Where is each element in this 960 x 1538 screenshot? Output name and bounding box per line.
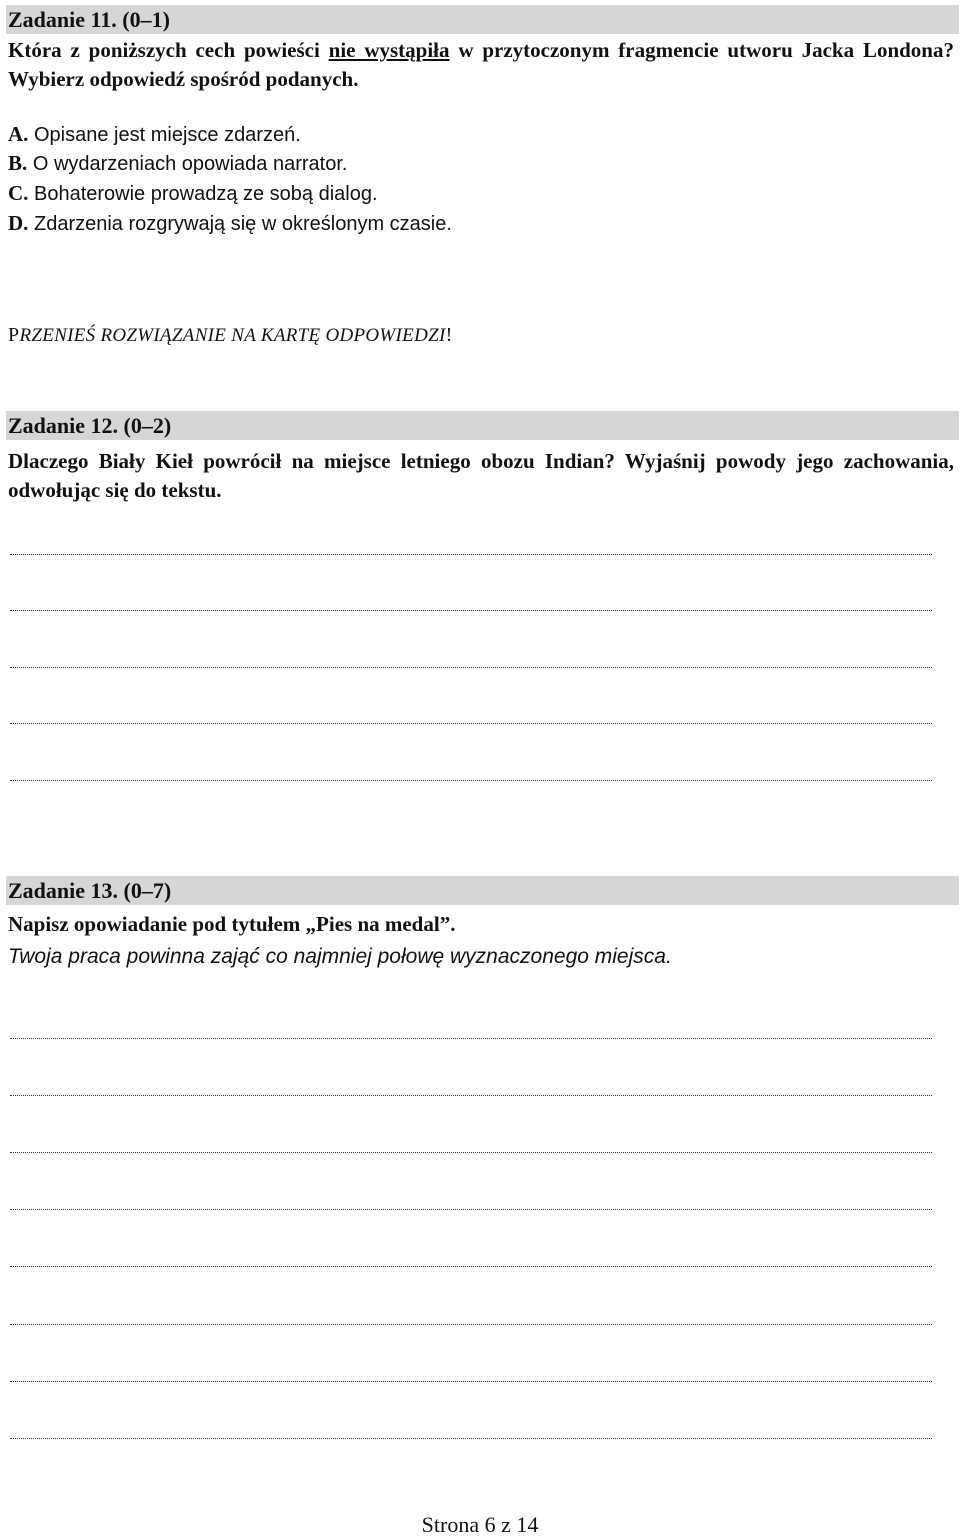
transfer-end: ! xyxy=(445,324,453,346)
option-d xyxy=(8,209,452,239)
answer-line[interactable] xyxy=(10,723,932,724)
task-11-title: Zadanie 11. (0–1) xyxy=(8,7,170,32)
option-c xyxy=(8,179,378,209)
answer-line[interactable] xyxy=(10,780,932,781)
option-text: Opisane jest miejsce zdarzeń. xyxy=(33,124,301,146)
transfer-instruction xyxy=(8,324,453,347)
task-13-hint: Twoja praca powinna zająć co najmniej połowę wyznaczonego miejsca. xyxy=(8,945,672,968)
option-letter: A. xyxy=(8,122,29,146)
answer-line[interactable] xyxy=(10,1266,932,1267)
answer-line[interactable] xyxy=(10,1038,932,1039)
task-12-title: Zadanie 12. (0–2) xyxy=(8,413,172,438)
task-12-question: Dlaczego Biały Kieł powrócił na miejsce letniego obozu Indian? Wyjaśnij powody jego zachowania, odwołując się do tekstu. xyxy=(8,449,954,502)
answer-line[interactable] xyxy=(10,1095,932,1096)
option-text: Bohaterowie prowadzą ze sobą dialog. xyxy=(33,183,378,205)
task-12-header xyxy=(6,411,959,440)
task-13-header xyxy=(6,876,959,905)
answer-line[interactable] xyxy=(10,1152,932,1153)
task-11-question xyxy=(8,36,954,94)
answer-line[interactable] xyxy=(10,1381,932,1382)
answer-line[interactable] xyxy=(10,1438,932,1439)
answer-line[interactable] xyxy=(10,667,932,668)
option-letter: C. xyxy=(8,181,29,205)
option-a xyxy=(8,120,301,150)
transfer-initial: P xyxy=(8,324,20,346)
answer-line[interactable] xyxy=(10,1324,932,1325)
task-13-title: Zadanie 13. (0–7) xyxy=(8,878,172,903)
transfer-text: RZENIEŚ ROZWIĄZANIE NA KARTĘ ODPOWIEDZI xyxy=(19,325,446,346)
option-letter: B. xyxy=(8,151,28,175)
answer-line[interactable] xyxy=(10,610,932,611)
option-text: Zdarzenia rozgrywają się w określonym czasie. xyxy=(33,213,452,235)
option-b xyxy=(8,149,347,179)
task-13-question: Napisz opowiadanie pod tytułem „Pies na medal”. xyxy=(8,912,456,936)
option-letter: D. xyxy=(8,211,29,235)
page-number: Strona 6 z 14 xyxy=(421,1512,539,1537)
question-text-end: w przytoczonym fragmencie utworu Jacka Londona? Wybierz odpowiedź spośród podanych. xyxy=(8,38,954,91)
answer-line[interactable] xyxy=(10,554,932,555)
question-emphasis: nie wystąpiła xyxy=(328,38,450,62)
task-11-header xyxy=(6,5,959,34)
question-text: Która z poniższych cech powieści xyxy=(8,38,329,62)
option-text: O wydarzeniach opowiada narrator. xyxy=(32,153,348,175)
answer-line[interactable] xyxy=(10,1209,932,1210)
